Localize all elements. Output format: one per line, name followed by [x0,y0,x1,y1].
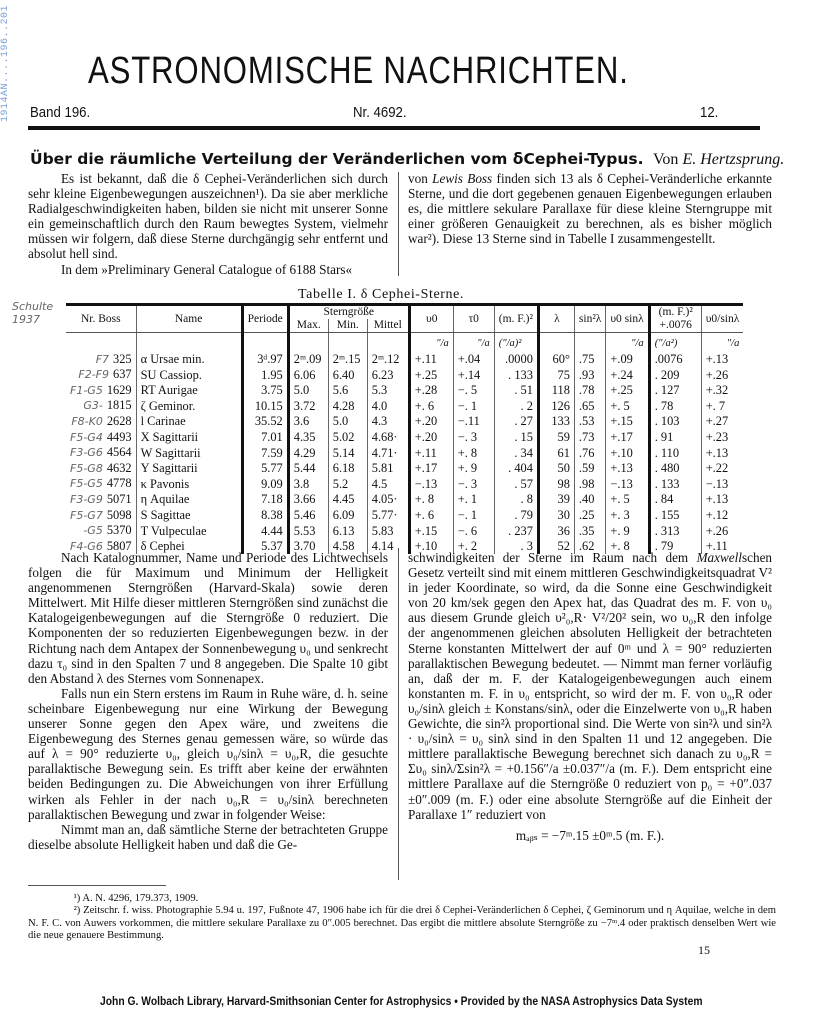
cell-mf2: . 404 [494,461,538,477]
col-name: Name [136,305,242,333]
cell-mf2plus: . 91 [649,430,701,446]
cell-name: Y Sagittarii [136,461,242,477]
table-row [66,461,743,477]
intro-paragraph-1: Es ist bekannt, daß die δ Cephei-Veränderlichen sich durch sehr kleine Eigenbewegungen auszeichnen¹). Da sie aber merkliche Radialgeschwindigkeiten haben, bilden sie nicht mit unserer Sonne ein gemeinschaftlich durch den Raum bewegtes System, vielmehr müssen wir folgern, daß diese Sterne durchgängig sehr entfernt und absolut hell sind. [28,171,388,262]
cell-sin2: .53 [574,414,605,430]
cell-v0div: +.23 [701,430,743,446]
cell-nr [66,492,136,508]
header-rule [28,126,760,130]
body-right-post: schen Gesetz verteilt sind mit einem mittleren Geschwindigkeitsquadrat V² in jeder Koordinate, so wird, da die Sonne eine Geschwindigkeit von 20 km/sek gegen den Apex hat, das Quadrat des m. F. von υ₀ aus diesem Grunde gleich υ²₀,R· V²/20² sein, wo υ₀,R den infolge der angenommenen gleichen absoluten Helligkeit der betrachteten Sterne konstanten Mittelwert der auf 0ᵐ und λ = 90° reduzierten parallaktischen Bewegung bedeutet. — Nimmt man ferner vorläufig an, daß der m. F. der Katalogeigenbewegungen auch einem konstanten m. F. in υ₀ entspricht, so wird der m. F. von υ₀,R oder υ₀/sinλ gleich ± Konstans/sinλ, oder die Einzelwerte von υ₀,R haben Gewichte, die sin²λ proportional sind. Die Werte von sin²λ und sin²λ · υ₀/sinλ = υ₀ sinλ sind in den Spalten 11 und 12 angegeben. Die mittlere parallaktische Bewegung berechnet sich danach zu υ₀,R = Συ₀ sinλ/Σsin²λ = +0.156″/a ±0.037″/a (m. F.). Dem entspricht eine mittlere Parallaxe auf die Sterngröße 0 reduziert von p₀ = +0″.037 ±0″.009 (m. F.) oder eine absolute Sterngröße auf die Einheit der Parallaxe 1″ reduziert von [408,550,773,822]
column-divider-body [398,548,399,880]
article-title-text: Über die räumliche Verteilung der Veränderlichen vom δCephei-Typus. [30,150,644,168]
cell-v0sin: +.24 [606,367,649,383]
cell-v0div: +.13 [701,352,743,368]
cell-mf2plus: . 209 [649,367,701,383]
unit-mf2plus: (″/a²) [649,333,701,352]
body-right-paragraph [408,550,772,822]
cell-periode: 3.75 [242,383,288,399]
cell-v0: +.17 [409,461,453,477]
col-periode: Periode [242,305,288,333]
cell-v0sin: +.17 [606,430,649,446]
intro-right-post: finden sich 13 als δ Cephei-Veränderliche erkannte Sterne, und die dort gegebenen genauen Eigenbewegungen erlauben es, die mittlere sekulare Parallaxe für diese kleine Sterngruppe mit einer größeren Genauigkeit zu berechnen, als es bisher möglich war²). Diese 13 Sterne sind in Tabelle I zusammengestellt. [408,171,772,247]
cell-nr [66,430,136,446]
cell-mf2plus: . 313 [649,523,701,539]
cell-mf2: .0000 [494,352,538,368]
cell-periode: 7.18 [242,492,288,508]
cell-min: 6.13 [328,523,367,539]
col-mf2plus: (m. F.)² +.0076 [649,305,701,333]
cell-periode: 4.44 [242,523,288,539]
cell-nr [66,398,136,414]
table-row [66,414,743,430]
cell-lambda: 30 [538,508,574,524]
cell-mf2: . 15 [494,430,538,446]
cell-tau0: −.11 [453,414,494,430]
unit-v0: ″/a [409,333,453,352]
footnote-2: ²) Zeitschr. f. wiss. Photographie 5.94 u. 197, Fußnote 47, 1906 habe ich für die drei δ Cephei-Veränderlichen δ Cephei, ζ Geminorum und η Aquilae, welche in dem N. F. C. von Auwers vorkommen, die mittlere sekulare Parallaxe zu 0″.005 berechnet. Das ergibt die mittlere absolute Sterngröße zu −7ᵐ.4 oder praktisch denselben Wert wie die neue genauere Bestimmung. [28,905,776,942]
table-row [66,492,743,508]
cell-v0sin: +. 5 [606,492,649,508]
cell-tau0: +.14 [453,367,494,383]
cell-mittel: 5.81 [367,461,409,477]
cell-lambda: 50 [538,461,574,477]
cell-name: X Sagittarii [136,430,242,446]
cell-mittel: 5.77· [367,508,409,524]
cell-v0: +. 8 [409,492,453,508]
cell-v0: +.20 [409,430,453,446]
cell-v0: +.20 [409,414,453,430]
col-lambda: λ [538,305,574,333]
cell-sin2: .98 [574,476,605,492]
boss-number: 325 [113,351,132,366]
cell-v0: +.28 [409,383,453,399]
cell-mf2plus: . 84 [649,492,701,508]
cell-max: 3.6 [288,414,328,430]
cell-min: 5.02 [328,430,367,446]
cell-periode: 1.95 [242,367,288,383]
cell-mf2: . 79 [494,508,538,524]
cited-maxwell: Maxwell [696,550,742,565]
unit-v0div: ″/a [701,333,743,352]
cell-min: 4.28 [328,398,367,414]
boss-number: 637 [113,367,132,382]
cell-mf2plus: . 133 [649,476,701,492]
cell-v0sin: +. 8 [606,539,649,555]
boss-number: 4493 [106,429,132,444]
cell-max: 2ᵐ.09 [288,352,328,368]
cell-name: RT Aurigae [136,383,242,399]
absolute-magnitude-formula: mₐᵦₛ = −7ᵐ.15 ±0ᵐ.5 (m. F.). [515,827,665,843]
cell-max: 3.72 [288,398,328,414]
cell-mittel: 4.14 [367,539,409,555]
cell-lambda: 39 [538,492,574,508]
cell-tau0: −. 6 [453,523,494,539]
cell-mf2plus: . 103 [649,414,701,430]
cell-min: 2ᵐ.15 [328,352,367,368]
cell-min: 5.6 [328,383,367,399]
cell-mf2plus: . 110 [649,445,701,461]
handwritten-spectral-note: F3-G6 [70,446,103,460]
cell-tau0: +. 1 [453,492,494,508]
cell-mittel: 6.23 [367,367,409,383]
cell-min: 6.18 [328,461,367,477]
cell-periode: 10.15 [242,398,288,414]
cell-max: 3.8 [288,476,328,492]
unit-v0sin: ″/a [606,333,649,352]
cell-max: 5.0 [288,383,328,399]
footnote-rule [28,885,166,886]
cell-sin2: .62 [574,539,605,555]
cell-max: 4.35 [288,430,328,446]
cell-periode: 9.09 [242,476,288,492]
cell-v0: +. 6 [409,508,453,524]
cell-name: T Vulpeculae [136,523,242,539]
intro-right-paragraph [408,171,772,246]
issue-index: 12. [700,104,719,121]
col-tau0: τ0 [453,305,494,333]
boss-number: 1629 [106,382,132,397]
cell-v0sin: +.09 [606,352,649,368]
cell-nr [66,414,136,430]
cell-mittel: 4.5 [367,476,409,492]
cell-mittel: 2ᵐ.12 [367,352,409,368]
cell-v0: +.10 [409,539,453,555]
body-right-pre: schwindigkeiten der Sterne im Raum nach dem [408,550,689,565]
cell-name: δ Cephei [136,539,242,555]
page-number: 15 [698,943,710,957]
handwritten-spectral-note: F5-G5 [70,477,103,491]
boss-number: 2628 [106,413,132,428]
cell-mf2: . 237 [494,523,538,539]
cell-mittel: 4.0 [367,398,409,414]
cell-tau0: +.04 [453,352,494,368]
cell-periode: 5.77 [242,461,288,477]
handwritten-spectral-note: F3-G9 [70,492,103,506]
cell-max: 4.29 [288,445,328,461]
cell-lambda: 59 [538,430,574,446]
author-line [649,151,784,168]
col-min: Min. [328,319,367,333]
handwritten-spectral-note: F2-F9 [78,368,110,382]
cell-sin2: .93 [574,367,605,383]
cell-lambda: 60° [538,352,574,368]
intro-right-column [408,171,772,246]
cell-periode: 7.01 [242,430,288,446]
cell-min: 6.40 [328,367,367,383]
cell-mf2: . 2 [494,398,538,414]
footnotes [28,893,776,943]
cell-v0sin: +.13 [606,461,649,477]
cell-periode: 5.37 [242,539,288,555]
cell-lambda: 61 [538,445,574,461]
cell-mf2: . 34 [494,445,538,461]
cell-sin2: .59 [574,461,605,477]
table-row [66,398,743,414]
cell-lambda: 75 [538,367,574,383]
cell-v0div: +.26 [701,523,743,539]
cell-v0sin: +. 9 [606,523,649,539]
cell-name: ζ Geminor. [136,398,242,414]
cell-lambda: 126 [538,398,574,414]
cell-mf2plus: . 155 [649,508,701,524]
cell-name: S Sagittae [136,508,242,524]
cell-mf2: . 8 [494,492,538,508]
cell-sin2: .40 [574,492,605,508]
handwritten-spectral-note: F5-G4 [70,430,103,444]
handwritten-corner-note: Schulte 1937 [12,300,54,326]
cell-tau0: −. 3 [453,430,494,446]
handwritten-spectral-note: F7 [95,352,110,366]
cell-max: 6.06 [288,367,328,383]
cell-max: 5.46 [288,508,328,524]
boss-number: 4632 [106,460,132,475]
unit-tau0: ″/a [453,333,494,352]
cell-name: l Carinae [136,414,242,430]
cell-name: α Ursae min. [136,352,242,368]
handwritten-spectral-note: G3- [83,399,103,413]
table-caption: Tabelle I. δ Cephei-Sterne. [298,287,465,302]
boss-number: 1815 [106,398,132,413]
cell-v0: −.13 [409,476,453,492]
boss-number: 5071 [106,491,132,506]
cell-v0: +.11 [409,445,453,461]
cell-name: κ Pavonis [136,476,242,492]
cell-v0div: +.12 [701,508,743,524]
cell-lambda: 118 [538,383,574,399]
cell-sin2: .76 [574,445,605,461]
journal-title: ASTRONOMISCHE NACHRICHTEN. [88,50,629,92]
cell-tau0: +. 9 [453,461,494,477]
col-max: Max. [288,319,328,333]
cell-v0div: +. 7 [701,398,743,414]
cell-v0sin: +.10 [606,445,649,461]
cell-nr [66,352,136,368]
cell-v0sin: +.25 [606,383,649,399]
cell-v0div: +.32 [701,383,743,399]
handwritten-spectral-note: F5-G8 [70,461,103,475]
cell-sin2: .75 [574,352,605,368]
col-nr-boss: Nr. Boss [66,305,136,333]
cell-v0sin: −.13 [606,476,649,492]
boss-number: 4778 [106,476,132,491]
cell-v0sin: +.15 [606,414,649,430]
bibcode-stamp: 1914AN....196..201 [0,4,11,122]
cell-mf2: . 3 [494,539,538,555]
col-v0sin: υ0 sinλ [606,305,649,333]
cell-sin2: .73 [574,430,605,446]
cell-tau0: −. 3 [453,476,494,492]
issue-number: Nr. 4692. [353,104,407,121]
cell-min: 5.2 [328,476,367,492]
cell-min: 4.58 [328,539,367,555]
cell-mf2: . 27 [494,414,538,430]
cell-mittel: 4.71· [367,445,409,461]
cell-v0div: +.27 [701,414,743,430]
cell-nr [66,383,136,399]
cell-nr [66,367,136,383]
cell-sin2: .78 [574,383,605,399]
cell-tau0: −. 1 [453,508,494,524]
cell-periode: 35.52 [242,414,288,430]
footnote-1: ¹) A. N. 4296, 179.373, 1909. [73,893,199,904]
handwritten-spectral-note: F8-K0 [71,414,103,428]
table-row [66,367,743,383]
body-left-column [28,550,388,852]
cell-min: 5.14 [328,445,367,461]
cell-max: 5.53 [288,523,328,539]
handwritten-spectral-note: F4-G6 [70,539,103,553]
cell-mf2: . 57 [494,476,538,492]
cell-min: 6.09 [328,508,367,524]
cell-v0: +.11 [409,352,453,368]
cell-mf2plus: .0076 [649,352,701,368]
cell-mf2plus: . 79 [649,539,701,555]
intro-right-pre: von [408,171,428,186]
cell-tau0: −. 1 [453,398,494,414]
cell-nr [66,461,136,477]
table-row [66,352,743,368]
body-paragraph-1: Nach Katalognummer, Name und Periode des Lichtwechsels folgen die für Maximum und Minimum der Helligkeit angenommenen Sterngrößen (Harvard-Skala) sowie deren Mittelwert. Mit Hilfe dieser mittleren Sterngrößen sind zunächst die Katalogeigenbewegungen auf die Sterngröße 0 reduziert. Die Komponenten der so reduzierten Eigenbewegungen bezw. in der Richtung nach dem Antapex der Sonnenbewegung υ₀ und senkrecht dazu τ₀ sind in den Spalten 7 und 8 angegeben. Die Spalte 10 gibt den Abstand λ des Sternes vom Sonnenapex. [28,550,388,686]
cepheid-table [66,303,743,554]
cell-max: 3.70 [288,539,328,555]
table-row [66,430,743,446]
article-title [30,150,784,169]
cell-v0div: +.11 [701,539,743,555]
cell-periode: 8.38 [242,508,288,524]
cell-v0div: +.22 [701,461,743,477]
cell-v0sin: +. 5 [606,398,649,414]
body-paragraph-2: Falls nun ein Stern erstens im Raum in Ruhe wäre, d. h. seine scheinbare Eigenbewegung nur eine Wirkung der Bewegung unserer Sonne gegen den Apex wäre, und zweitens die Eigenbewegung des Sternes genau gemessen wäre, so würde das auf λ = 90° reduzierte υ₀, gleich υ₀/sinλ = υ₀,R, die gesuchte parallaktische Bewegung sein. Es trifft aber keine der erwähnten beiden Bedingungen zu. Die Abweichungen von ihrer Erfüllung wirken als Fehler in der nach υ₀,R = υ₀/sinλ berechneten parallaktischen Bewegung und zwar in folgender Weise: [28,685,388,822]
units-row [66,333,743,352]
column-divider [398,172,399,276]
cell-nr [66,445,136,461]
col-sin2: sin²λ [574,305,605,333]
cell-lambda: 36 [538,523,574,539]
cell-mittel: 5.83 [367,523,409,539]
col-v0div: υ0/sinλ [701,305,743,333]
cell-sin2: .35 [574,523,605,539]
cell-nr [66,508,136,524]
cell-tau0: +. 8 [453,445,494,461]
cell-v0sin: +. 3 [606,508,649,524]
cell-mf2plus: . 480 [649,461,701,477]
author-name: E. Hertzsprung. [682,151,785,168]
col-mf2: (m. F.)² [494,305,538,333]
cell-mf2plus: . 127 [649,383,701,399]
cell-v0: +.15 [409,523,453,539]
unit-mf2: (″/a)² [494,333,538,352]
body-right-column [408,550,772,843]
cell-periode: 3ᵈ.97 [242,352,288,368]
table-row [66,508,743,524]
boss-number: 5807 [106,538,132,553]
cell-min: 4.45 [328,492,367,508]
handwritten-spectral-note: F1-G5 [70,383,103,397]
cell-v0div: +.26 [701,367,743,383]
col-sterngroesse: Sterngröße [288,305,409,320]
handwritten-spectral-note: -G5 [83,524,103,538]
cell-periode: 7.59 [242,445,288,461]
cell-mf2plus: . 78 [649,398,701,414]
cell-v0: +. 6 [409,398,453,414]
cell-mf2: . 51 [494,383,538,399]
cell-nr [66,476,136,492]
cell-lambda: 98 [538,476,574,492]
table-row [66,476,743,492]
handwritten-spectral-note: F5-G7 [70,508,103,522]
intro-left-column [28,171,388,277]
col-mittel: Mittel [367,319,409,333]
cell-nr [66,523,136,539]
cell-v0div: +.13 [701,445,743,461]
boss-number: 5370 [106,523,132,538]
cell-v0: +.25 [409,367,453,383]
cell-sin2: .65 [574,398,605,414]
cell-mf2: . 133 [494,367,538,383]
cell-name: W Sagittarii [136,445,242,461]
cell-mittel: 4.3 [367,414,409,430]
col-v0: υ0 [409,305,453,333]
cell-name: SU Cassiop. [136,367,242,383]
cell-sin2: .25 [574,508,605,524]
cited-author: Lewis Boss [432,171,493,186]
author-prefix: Von [652,151,679,168]
cell-name: η Aquilae [136,492,242,508]
ads-credit-line: John G. Wolbach Library, Harvard-Smithsonian Center for Astrophysics • Provided by the NASA Astrophysics Data System [100,994,703,1008]
cell-tau0: +. 2 [453,539,494,555]
cell-mittel: 4.68· [367,430,409,446]
table-row [66,445,743,461]
cell-lambda: 52 [538,539,574,555]
cell-v0div: +.13 [701,492,743,508]
cell-v0div: −.13 [701,476,743,492]
cell-mittel: 5.3 [367,383,409,399]
cell-lambda: 133 [538,414,574,430]
cell-tau0: −. 5 [453,383,494,399]
boss-number: 5098 [106,507,132,522]
table-row [66,383,743,399]
body-paragraph-3: Nimmt man an, daß sämtliche Sterne der betrachteten Gruppe dieselbe absolute Helligkeit haben und daß die Ge- [28,821,388,852]
cell-mittel: 4.05· [367,492,409,508]
volume-label: Band 196. [30,104,91,121]
cell-max: 5.44 [288,461,328,477]
cell-max: 3.66 [288,492,328,508]
cell-min: 5.0 [328,414,367,430]
table-row [66,523,743,539]
intro-paragraph-2: In dem »Preliminary General Catalogue of 6188 Stars« [61,261,353,277]
boss-number: 4564 [106,445,132,460]
